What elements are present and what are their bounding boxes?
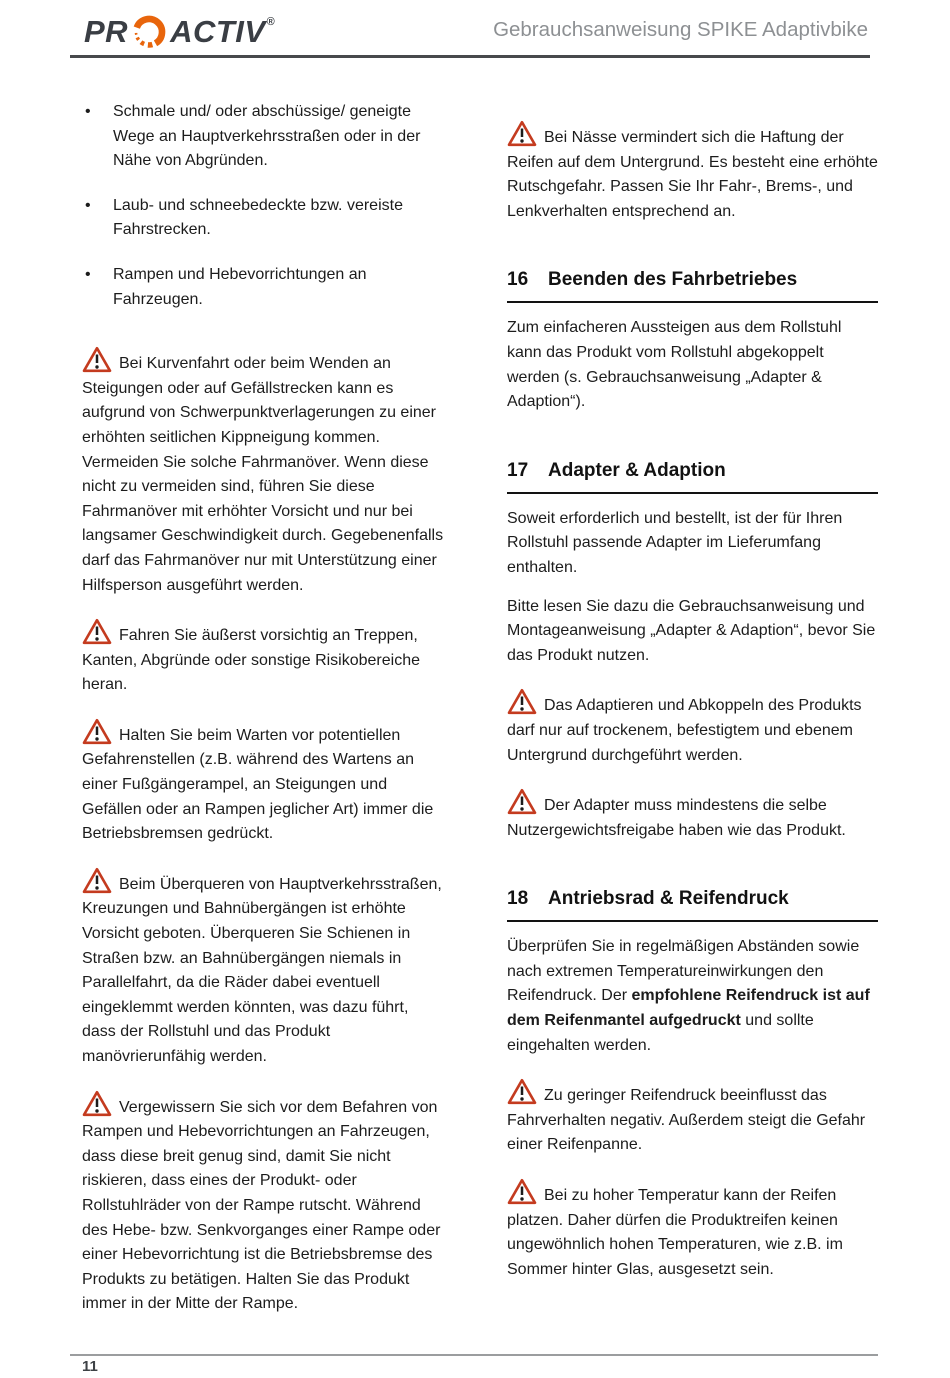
paragraph-text: Überprüfen Sie in regelmäßigen Abständen sowie nach extremen Temperatureinwirkungen den Reifendruck. Der <box>507 938 860 1005</box>
warning-text: Das Adaptieren und Abkoppeln des Produkts darf nur auf trockenem, befestigtem und ebenem Untergrund durchgeführt werden. <box>507 697 862 764</box>
warning-triangle-icon <box>507 120 537 147</box>
registered-trademark: ® <box>266 16 276 28</box>
section-heading-16 <box>507 268 878 303</box>
warning-text: Bei zu hoher Temperatur kann der Reifen platzen. Daher dürfen die Produktreifen keinen ungewöhnlich hohen Temperaturen, wie z.B. im Sommer hinter Glas, ausgesetzt sein. <box>507 1187 843 1278</box>
warning-triangle-icon <box>82 867 112 894</box>
warning-paragraph <box>82 718 444 847</box>
section-title: Antriebsrad & Reifendruck <box>548 888 789 910</box>
section-title: Adapter & Adaption <box>548 459 726 481</box>
logo-wheel-icon <box>129 12 169 52</box>
page-header <box>0 0 950 62</box>
warning-text: Bei Kurvenfahrt oder beim Wenden an Steigungen oder auf Gefällstrecken kann es aufgrund von Schwerpunktverlagerungen zu einer erhöhten seitlichen Kippneigung kommen. Vermeiden Sie solche Fahrmanöver. Wenn diese nicht zu vermeiden sind, führen Sie diese Fahrmanöver mit erhöhter Vorsicht und nur bei langsamer Geschwindigkeit durch. Gegebenenfalls darf das Fahrmanöver nur mit Unterstützung einer Hilfsperson ausgeführt werden. <box>82 355 444 594</box>
body-paragraph: Zum einfacheren Aussteigen aus dem Rollstuhl kann das Produkt vom Rollstuhl abgekoppelt werden (s. Gebrauchsanweisung „Adapter & Adaption“). <box>507 319 842 411</box>
left-column <box>82 100 444 1317</box>
section-number: 18 <box>507 888 529 910</box>
warning-paragraph <box>507 788 878 843</box>
logo-text-post: ACTIV <box>170 14 266 49</box>
right-column <box>507 100 878 1282</box>
warning-triangle-icon <box>82 618 112 645</box>
paragraph-bold-text: empfohlene Reifendruck ist auf dem Reifenmantel aufgedruckt <box>507 987 870 1030</box>
list-item: • Schmale und/ oder abschüssige/ geneigte Wege an Hauptverkehrsstraßen oder in der Nähe von Abgründen. <box>82 100 444 174</box>
warning-paragraph <box>507 1178 878 1282</box>
body-paragraph: Soweit erforderlich und bestellt, ist der für Ihren Rollstuhl passende Adapter im Lieferumfang enthalten. <box>507 509 843 576</box>
section-heading-17 <box>507 459 878 494</box>
warning-text: Der Adapter muss mindestens die selbe Nutzergewichtsfreigabe haben wie das Produkt. <box>507 797 846 839</box>
brand-logo <box>84 12 274 52</box>
section-heading-18 <box>507 887 878 922</box>
paragraph-text: und sollte eingehalten werden. <box>507 1012 814 1054</box>
page-number: 11 <box>82 1358 98 1375</box>
header-rule <box>70 55 870 58</box>
warning-paragraph <box>82 1090 444 1317</box>
list-item: • Laub- und schneebedeckte bzw. vereiste Fahrstrecken. <box>82 194 444 243</box>
warning-text: Halten Sie beim Warten vor potentiellen Gefahrenstellen (z.B. während des Wartens an einer Fußgängerampel, an Steigungen und Gefällen oder an Rampen jeglicher Art) immer die Betriebsbremsen gedrückt. <box>82 726 434 843</box>
warning-text: Beim Überqueren von Hauptverkehrsstraßen, Kreuzungen und Bahnübergängen ist erhöhte Vorsicht geboten. Überqueren Sie Schienen in Straßen bzw. an Bahnübergängen niemals in Parallelfahrt, da die Räder dabei eventuell eingeklemmt werden könnten, was dazu führt, dass der Rollstuhl und das Produkt manövrierunfähig werden. <box>82 875 442 1065</box>
warning-text: Vergewissern Sie sich vor dem Befahren von Rampen und Hebevorrichtungen an Fahrzeugen, dass diese breit genug sind, damit Sie nicht riskieren, dass eines der Produkt- oder Rollstuhlräder von der Rampe rutscht. Während des Hebe- bzw. Senkvorganges einer Rampe oder einer Hebevorrichtung ist die Betriebsbremse des Produkts zu betätigen. Halten Sie das Produkt immer in der Mitte der Rampe. <box>82 1098 441 1313</box>
list-item: • Rampen und Hebevorrichtungen an Fahrzeugen. <box>82 263 444 312</box>
hazard-bullet-list <box>82 100 444 312</box>
logo-text-pre: PR <box>84 14 129 49</box>
section-number: 16 <box>507 269 529 291</box>
warning-triangle-icon <box>507 1178 537 1205</box>
warning-text: Zu geringer Reifendruck beeinflusst das Fahrverhalten negativ. Außerdem steigt die Gefahr einer Reifenpanne. <box>507 1087 866 1154</box>
body-paragraph <box>507 935 878 1058</box>
warning-triangle-icon <box>507 1078 537 1105</box>
warning-paragraph <box>507 1078 878 1158</box>
section-title: Beenden des Fahrbetriebes <box>548 269 798 291</box>
warning-triangle-icon <box>82 346 112 373</box>
warning-triangle-icon <box>507 688 537 715</box>
warning-triangle-icon <box>507 788 537 815</box>
warning-paragraph <box>82 867 444 1070</box>
warning-text: Fahren Sie äußerst vorsichtig an Treppen, Kanten, Abgründe oder sonstige Risikobereiche heran. <box>82 627 420 694</box>
document-title: Gebrauchsanweisung SPIKE Adaptivbike <box>493 18 868 41</box>
section-number: 17 <box>507 459 529 481</box>
footer-rule <box>70 1354 878 1356</box>
warning-paragraph <box>82 618 444 698</box>
warning-text: Bei Nässe vermindert sich die Haftung der Reifen auf dem Untergrund. Es besteht eine erhöhte Rutschgefahr. Passen Sie Ihr Fahr-, Brems-, und Lenkverhalten entsprechend an. <box>507 129 878 220</box>
warning-paragraph <box>507 688 878 768</box>
warning-paragraph <box>82 346 444 598</box>
warning-paragraph <box>507 120 878 224</box>
body-paragraph: Bitte lesen Sie dazu die Gebrauchsanweisung und Montageanweisung „Adapter & Adaption“, bevor Sie das Produkt nutzen. <box>507 597 876 664</box>
warning-triangle-icon <box>82 718 112 745</box>
warning-triangle-icon <box>82 1090 112 1117</box>
